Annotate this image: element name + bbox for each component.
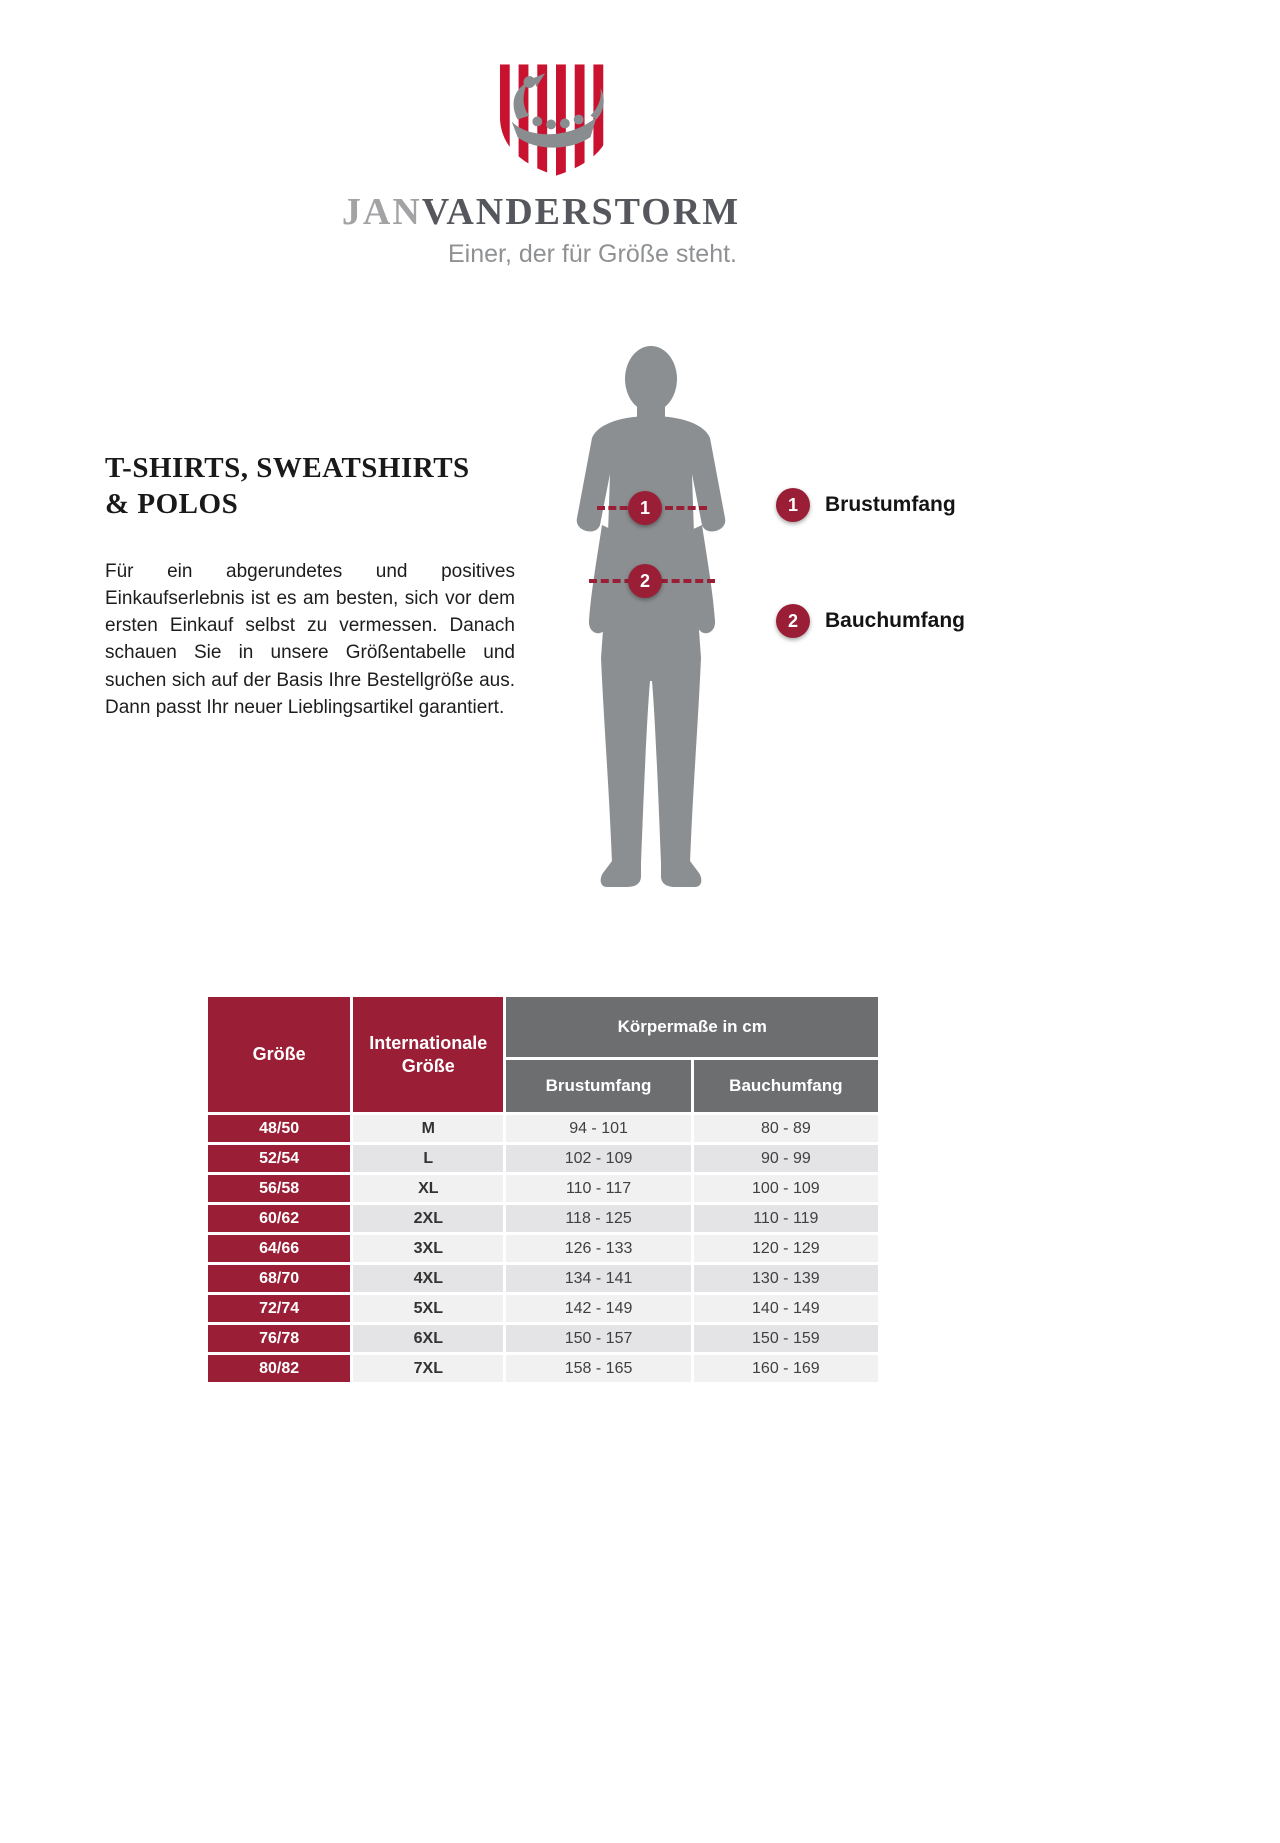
cell-groesse: 60/62 bbox=[208, 1205, 350, 1232]
header-bauchumfang: Bauchumfang bbox=[694, 1060, 878, 1112]
cell-int-groesse: 6XL bbox=[353, 1325, 503, 1352]
cell-groesse: 76/78 bbox=[208, 1325, 350, 1352]
cell-bauchumfang: 100 - 109 bbox=[694, 1175, 878, 1202]
cell-int-groesse: 5XL bbox=[353, 1295, 503, 1322]
intro-paragraph: Für ein abgerundetes und positives Einkaufserlebnis ist es am besten, sich vor dem ersten Einkauf selbst zu vermessen. Danach schauen Sie in unsere Größentabelle und suchen sich auf der Basis Ihre Bestellgröße aus. Dann passt Ihr neuer Lieblingsartikel garantiert. bbox=[105, 561, 515, 718]
cell-bauchumfang: 80 - 89 bbox=[694, 1115, 878, 1142]
cell-int-groesse: 7XL bbox=[353, 1355, 503, 1382]
cell-bauchumfang: 160 - 169 bbox=[694, 1355, 878, 1382]
cell-int-groesse: 4XL bbox=[353, 1265, 503, 1292]
legend-label-bauchumfang: Bauchumfang bbox=[825, 609, 966, 632]
table-row bbox=[208, 1115, 878, 1142]
cell-brustumfang: 94 - 101 bbox=[506, 1115, 690, 1142]
brand-name-prefix: JAN bbox=[341, 191, 422, 233]
cell-brustumfang: 134 - 141 bbox=[506, 1265, 690, 1292]
brand-tagline: Einer, der für Größe steht. bbox=[447, 240, 737, 268]
legend-label-brustumfang: Brustumfang bbox=[825, 493, 956, 516]
table-row bbox=[208, 1295, 878, 1322]
table-row bbox=[208, 1325, 878, 1352]
legend-item-bauchumfang bbox=[776, 604, 965, 638]
header-internationale-groesse: Internationale Größe bbox=[353, 997, 503, 1112]
cell-bauchumfang: 120 - 129 bbox=[694, 1235, 878, 1262]
table-row bbox=[208, 1175, 878, 1202]
body-silhouette bbox=[557, 346, 747, 891]
cell-bauchumfang: 90 - 99 bbox=[694, 1145, 878, 1172]
cell-int-groesse: XL bbox=[353, 1175, 503, 1202]
cell-bauchumfang: 110 - 119 bbox=[694, 1205, 878, 1232]
cell-groesse: 80/82 bbox=[208, 1355, 350, 1382]
cell-groesse: 52/54 bbox=[208, 1145, 350, 1172]
cell-brustumfang: 126 - 133 bbox=[506, 1235, 690, 1262]
cell-groesse: 72/74 bbox=[208, 1295, 350, 1322]
header-groesse: Größe bbox=[208, 997, 350, 1112]
table-row bbox=[208, 1205, 878, 1232]
table-row bbox=[208, 1265, 878, 1292]
section-title-line1: T-SHIRTS, SWEATSHIRTS bbox=[105, 452, 470, 484]
cell-int-groesse: L bbox=[353, 1145, 503, 1172]
cell-groesse: 64/66 bbox=[208, 1235, 350, 1262]
waist-marker-badge: 2 bbox=[628, 564, 662, 598]
legend-badge-1: 1 bbox=[776, 488, 810, 522]
cell-int-groesse: 3XL bbox=[353, 1235, 503, 1262]
cell-bauchumfang: 130 - 139 bbox=[694, 1265, 878, 1292]
header-brustumfang: Brustumfang bbox=[506, 1060, 690, 1112]
cell-brustumfang: 118 - 125 bbox=[506, 1205, 690, 1232]
cell-groesse: 56/58 bbox=[208, 1175, 350, 1202]
section-title-line2: & POLOS bbox=[105, 488, 239, 521]
cell-groesse: 48/50 bbox=[208, 1115, 350, 1142]
section-title bbox=[105, 450, 535, 523]
size-table bbox=[205, 994, 881, 1385]
cell-brustumfang: 150 - 157 bbox=[506, 1325, 690, 1352]
cell-bauchumfang: 140 - 149 bbox=[694, 1295, 878, 1322]
cell-groesse: 68/70 bbox=[208, 1265, 350, 1292]
cell-brustumfang: 142 - 149 bbox=[506, 1295, 690, 1322]
chest-marker-badge: 1 bbox=[628, 491, 662, 525]
legend-item-brustumfang bbox=[776, 488, 956, 522]
brand-wordmark bbox=[241, 190, 841, 234]
brand-name-rest: VANDERSTORM bbox=[421, 191, 741, 233]
cell-brustumfang: 102 - 109 bbox=[506, 1145, 690, 1172]
legend-badge-2: 2 bbox=[776, 604, 810, 638]
table-row bbox=[208, 1145, 878, 1172]
cell-brustumfang: 110 - 117 bbox=[506, 1175, 690, 1202]
cell-bauchumfang: 150 - 159 bbox=[694, 1325, 878, 1352]
brand-shield-logo bbox=[492, 58, 620, 182]
table-header-row-1 bbox=[208, 997, 878, 1057]
table-row bbox=[208, 1355, 878, 1382]
table-row bbox=[208, 1235, 878, 1262]
header-koerpermasse: Körpermaße in cm bbox=[506, 997, 878, 1057]
cell-int-groesse: M bbox=[353, 1115, 503, 1142]
cell-brustumfang: 158 - 165 bbox=[506, 1355, 690, 1382]
cell-int-groesse: 2XL bbox=[353, 1205, 503, 1232]
